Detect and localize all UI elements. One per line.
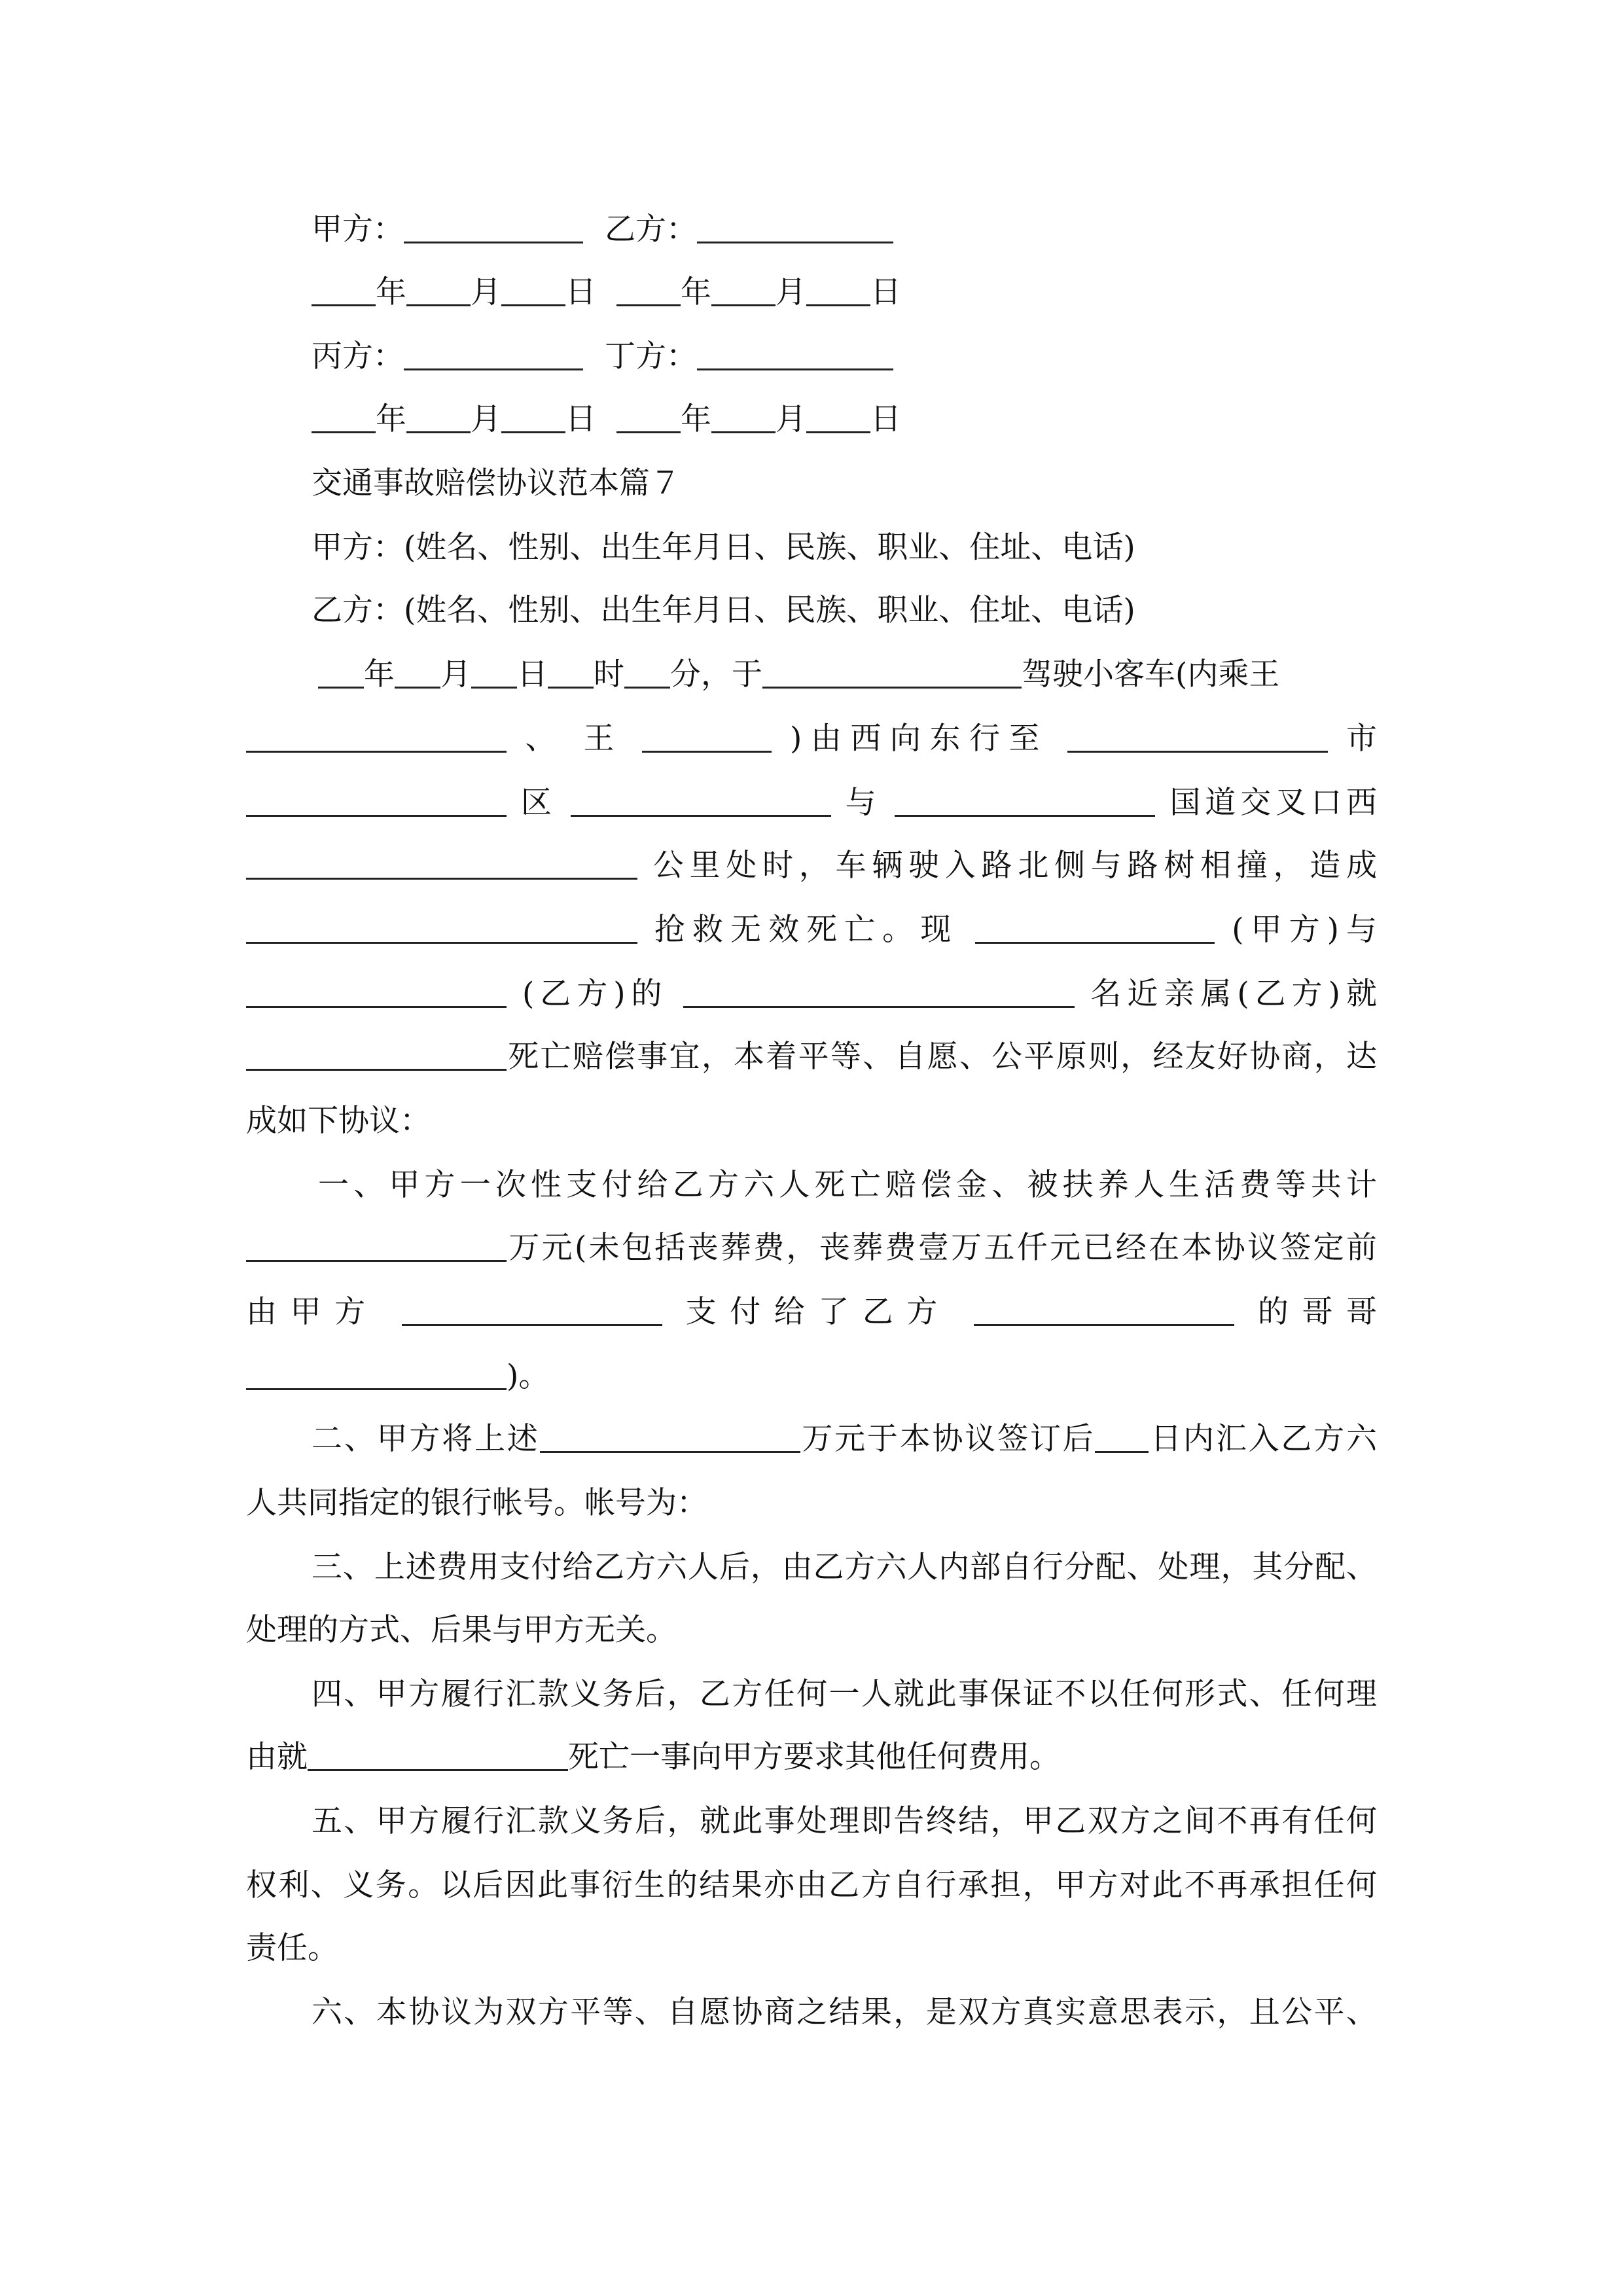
blank	[571, 772, 831, 817]
blank	[308, 1726, 568, 1771]
blank	[974, 1281, 1234, 1326]
clause-2-line-2: 人共同指定的银行帐号。帐号为：	[246, 1485, 707, 1521]
blank	[501, 261, 565, 306]
blank	[642, 708, 772, 753]
party-a-line: 甲方：(姓名、性别、出生年月日、民族、职业、住址、电话)	[312, 529, 1135, 565]
blank	[246, 1345, 507, 1390]
blank	[406, 261, 471, 306]
clause-4-line-1: 四、甲方履行汇款义务后，乙方任何一人就此事保证不以任何形式、任何理	[312, 1676, 1377, 1712]
section-title: 交通事故赔偿协议范本篇７	[312, 465, 681, 501]
blank	[402, 1281, 662, 1326]
blank	[246, 899, 637, 944]
blank	[246, 834, 637, 880]
blank	[471, 643, 517, 689]
blank	[501, 388, 565, 433]
label-jia: 甲方：	[312, 211, 404, 247]
party-b-line: 乙方：(姓名、性别、出生年月日、民族、职业、住址、电话)	[312, 592, 1135, 628]
blank	[246, 708, 507, 753]
blank	[1067, 708, 1328, 753]
accident-line-6: (乙方)的 名近亲属(乙方)就	[246, 962, 1377, 1026]
label-yi: 乙方：	[604, 211, 697, 247]
blank	[697, 325, 893, 370]
clause-4-line-2: 由就 死亡一事向甲方要求其他任何费用。	[246, 1725, 1377, 1789]
blank	[406, 388, 471, 433]
blank	[312, 261, 376, 306]
sig-date-line-2: 年 月 日 年 月 日	[312, 387, 1442, 452]
blank	[246, 1026, 507, 1071]
blank	[806, 388, 870, 433]
sig-line-bing-ding	[312, 325, 1442, 389]
clause-1-line-4: )。	[246, 1344, 1377, 1408]
blank	[762, 643, 1022, 689]
sig-line-jia-yi	[312, 198, 1442, 262]
clause-2-line-1: 二、甲方将上述 万元于本协议签订后 日内汇入乙方六	[312, 1407, 1377, 1471]
blank	[246, 772, 507, 817]
accident-line-5: 抢救无效死亡。现 (甲方)与	[246, 898, 1377, 962]
blank	[975, 899, 1215, 944]
clause-5-line-2: 权利、义务。以后因此事衍生的结果亦由乙方自行承担，甲方对此不再承担任何	[246, 1867, 1377, 1903]
blank	[404, 198, 583, 243]
clause-6-line-1: 六、本协议为双方平等、自愿协商之结果，是双方真实意思表示，且公平、	[312, 1994, 1377, 2030]
blank	[246, 963, 507, 1008]
blank	[711, 388, 776, 433]
accident-line-3: 区 与 国道交叉口西	[246, 771, 1377, 835]
blank	[1095, 1408, 1149, 1453]
clause-3-line-2: 处理的方式、后果与甲方无关。	[246, 1612, 677, 1648]
blank	[246, 1217, 507, 1262]
clause-1-line-1: 一、甲方一次性支付给乙方六人死亡赔偿金、被扶养人生活费等共计	[318, 1167, 1377, 1203]
blank	[806, 261, 870, 306]
label-ding: 丁方：	[604, 338, 697, 374]
blank	[616, 261, 681, 306]
clause-1-line-3: 由甲方 支付给了乙方 的哥哥	[246, 1280, 1377, 1344]
blank	[318, 643, 364, 689]
blank	[711, 261, 776, 306]
accident-line-4: 公里处时，车辆驶入路北侧与路树相撞，造成	[246, 834, 1377, 898]
blank	[312, 388, 376, 433]
blank	[548, 643, 594, 689]
clause-5-line-3: 责任。	[246, 1930, 338, 1966]
accident-line-8: 成如下协议：	[246, 1103, 431, 1139]
clause-1-line-2: 万元(未包括丧葬费，丧葬费壹万五仟元已经在本协议签定前	[246, 1216, 1377, 1280]
accident-line-2: 、 王 )由西向东行至 市	[246, 707, 1377, 771]
blank	[895, 772, 1155, 817]
clause-3-line-1: 三、上述费用支付给乙方六人后，由乙方六人内部自行分配、处理，其分配、	[312, 1549, 1377, 1585]
sig-date-line-1: 年 月 日 年 月 日	[312, 260, 1442, 325]
accident-line-7: 死亡赔偿事宜，本着平等、自愿、公平原则，经友好协商，达	[246, 1025, 1377, 1089]
blank	[697, 198, 893, 243]
blank	[616, 388, 681, 433]
label-bing: 丙方：	[312, 338, 404, 374]
blank	[395, 643, 440, 689]
blank	[540, 1408, 800, 1453]
blank	[624, 643, 670, 689]
accident-line-1: 年 月 日 时 分，于 驾驶小客车(内乘王	[318, 643, 1449, 707]
clause-5-line-1: 五、甲方履行汇款义务后，就此事处理即告终结，甲乙双方之间不再有任何	[312, 1803, 1377, 1839]
blank	[683, 963, 1075, 1008]
blank	[404, 325, 583, 370]
